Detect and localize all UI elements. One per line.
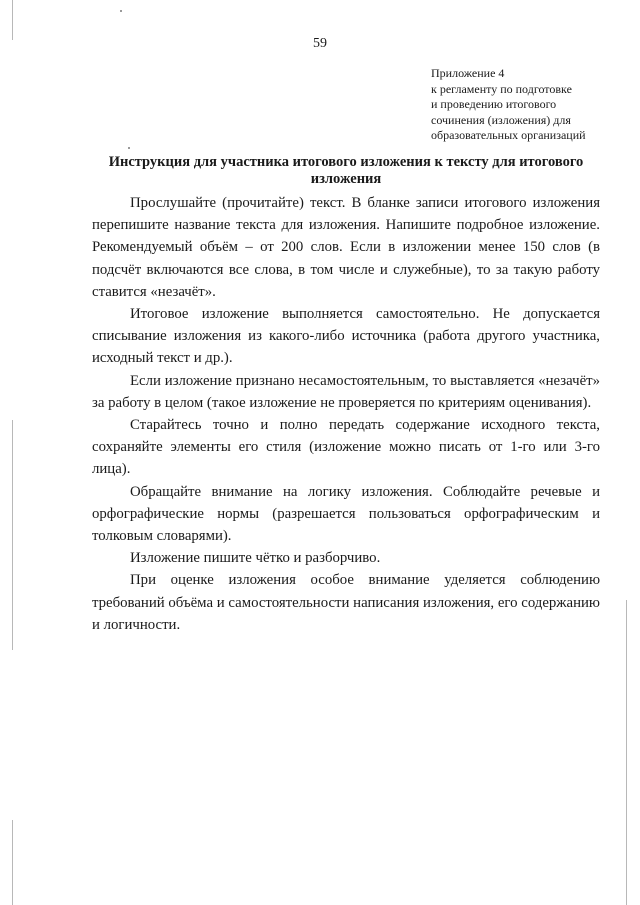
- scan-speck: [128, 147, 130, 149]
- page-number: 59: [313, 36, 327, 51]
- paragraph: Итоговое изложение выполняется самостоятельно. Не допускается списывание изложения из какого-либо источника (работа другого участника, исходный текст и др.).: [92, 306, 600, 367]
- document-title: Инструкция для участника итогового изложения к тексту для итогового изложения: [108, 154, 584, 187]
- left-scan-edge-bottom: [12, 820, 13, 905]
- left-scan-edge-top: [12, 0, 13, 40]
- paragraph: При оценке изложения особое внимание уделяется соблюдению требований объёма и самостоятельности написания изложения, его содержанию и логичности.: [92, 572, 600, 633]
- appendix-line: к регламенту по подготовке: [431, 81, 572, 96]
- appendix-line: сочинения (изложения) для: [431, 112, 571, 127]
- left-scan-edge-middle: [12, 420, 13, 650]
- appendix-header: [431, 66, 631, 144]
- right-scan-edge: [626, 600, 627, 905]
- paragraph: Старайтесь точно и полно передать содержание исходного текста, сохраняйте элементы его стиля (изложение можно писать от 1-го или 3-го лица).: [92, 417, 600, 478]
- paragraph: Если изложение признано несамостоятельным, то выставляется «незачёт» за работу в целом (такое изложение не проверяется по критериям оценивания).: [92, 372, 600, 411]
- paragraph: Изложение пишите чётко и разборчиво.: [130, 550, 381, 567]
- instruction-body: [92, 192, 600, 636]
- paragraph: Прослушайте (прочитайте) текст. В бланке записи итогового изложения перепишите название текста для изложения. Напишите подробное изложение. Рекомендуемый объём – от 200 слов. Если в изложении менее 150 слов (в подсчёт включаются все слова, в том числе и служебные), то за такую работу ставится «незачёт».: [92, 195, 600, 300]
- appendix-line: образовательных организаций: [431, 128, 586, 143]
- appendix-line: Приложение 4: [431, 66, 505, 80]
- scan-speck: [120, 10, 122, 12]
- appendix-line: и проведению итогового: [431, 97, 557, 112]
- paragraph: Обращайте внимание на логику изложения. Соблюдайте речевые и орфографические нормы (разрешается пользоваться орфографическим и толковым словарями).: [92, 483, 600, 545]
